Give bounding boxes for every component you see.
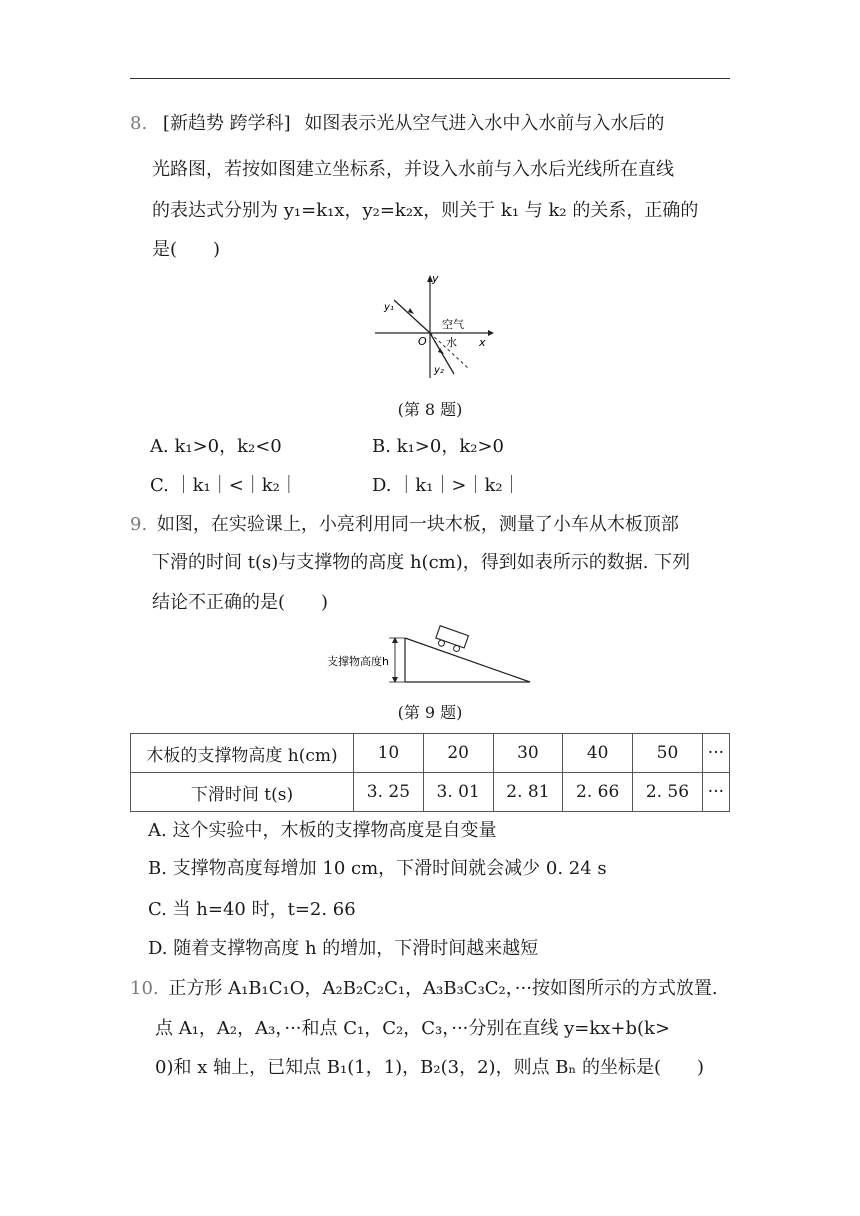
q8-text-line2: 光路图，若按如图建立坐标系，并设入水前与入水后光线所在直线 (152, 159, 674, 180)
q9-option-c: C. 当 h=40 时，t=2. 66 (148, 899, 356, 920)
q9-row1-cell: ··· (702, 734, 729, 773)
q9-text-line3: 结论不正确的是( ) (152, 592, 329, 613)
q10-line1 (130, 976, 718, 1002)
q9-row1-cell: 20 (423, 734, 493, 773)
q9-option-b: B. 支撑物高度每增加 10 cm，下滑时间就会减少 0. 24 s (148, 858, 607, 879)
q9-text-line2: 下滑的时间 t(s)与支撑物的高度 h(cm)，得到如表所示的数据. 下列 (152, 552, 691, 573)
q8-air-label: 空气 (442, 318, 464, 331)
q8-text-line4: 是( ) (152, 239, 221, 260)
q8-option-c: C. ｜k₁｜<｜k₂｜ (150, 475, 298, 496)
q10-text-line2: 点 A₁，A₂，A₃，···和点 C₁，C₂，C₃，···分别在直线 y=kx+b(k> (155, 1018, 671, 1039)
q8-text-line1: 如图表示光从空气进入水中入水前与入水后的 (304, 113, 665, 134)
q8-y-label: y (432, 272, 439, 285)
q9-height-label: 支撑物高度h (327, 655, 389, 668)
q9-row1-cell: 10 (354, 734, 424, 773)
q10-text-line3: 0)和 x 轴上，已知点 B₁(1，1)，B₂(3，2)，则点 Bₙ 的坐标是( ) (155, 1057, 705, 1078)
q9-line1 (130, 512, 679, 538)
q8-text-line3: 的表达式分别为 y₁=k₁x，y₂=k₂x，则关于 k₁ 与 k₂ 的关系，正确的 (152, 200, 699, 221)
q9-ramp-figure (325, 620, 535, 688)
q9-text-line1: 如图，在实验课上，小亮利用同一块木板，测量了小车从木板顶部 (156, 514, 679, 535)
q8-x-arrow (488, 330, 494, 336)
q8-light-path-figure (370, 270, 495, 380)
q10-text-line1: 正方形 A₁B₁C₁O，A₂B₂C₂C₁，A₃B₃C₃C₂，···按如图所示的方式放置. (168, 978, 718, 999)
q9-caption: (第 9 题) (397, 703, 463, 722)
q9-row2-head: 下滑时间 t(s) (131, 773, 354, 812)
q9-row1-head: 木板的支撑物高度 h(cm) (131, 734, 354, 773)
q9-board (405, 638, 530, 682)
q9-row1-cell: 40 (563, 734, 633, 773)
q9-data-table (130, 733, 730, 812)
q9-number: 9. (130, 514, 148, 535)
q9-row1-cell: 50 (633, 734, 703, 773)
q9-row1-cell: 30 (493, 734, 563, 773)
q9-row2-cell: 3. 25 (354, 773, 424, 812)
q9-option-d: D. 随着支撑物高度 h 的增加，下滑时间越来越短 (148, 938, 539, 959)
q8-line1 (130, 111, 664, 137)
table-row (131, 734, 730, 773)
q8-water-label: 水 (446, 336, 457, 349)
q8-option-d: D. ｜k₁｜>｜k₂｜ (372, 475, 521, 496)
q9-option-a: A. 这个实验中，木板的支撑物高度是自变量 (148, 820, 497, 841)
q8-y1-label: y₁ (384, 302, 394, 313)
q8-y2-label: y₂ (434, 365, 444, 376)
q9-row2-cell: ··· (702, 773, 729, 812)
q8-origin-label: O (418, 335, 427, 348)
table-row (131, 773, 730, 812)
q9-row2-cell: 2. 56 (633, 773, 703, 812)
q9-row2-cell: 2. 66 (563, 773, 633, 812)
q8-incident-ray (394, 300, 430, 333)
q8-option-b: B. k₁>0，k₂>0 (372, 436, 504, 457)
q8-tag: [新趋势 跨学科] (162, 113, 291, 134)
q10-number: 10. (130, 978, 159, 999)
q8-option-a: A. k₁>0，k₂<0 (150, 436, 282, 457)
q8-caption: (第 8 题) (397, 400, 463, 419)
top-rule (130, 78, 730, 79)
q8-x-label: x (479, 336, 486, 349)
q9-row2-cell: 3. 01 (423, 773, 493, 812)
q8-number: 8. (130, 113, 148, 134)
q9-row2-cell: 2. 81 (493, 773, 563, 812)
